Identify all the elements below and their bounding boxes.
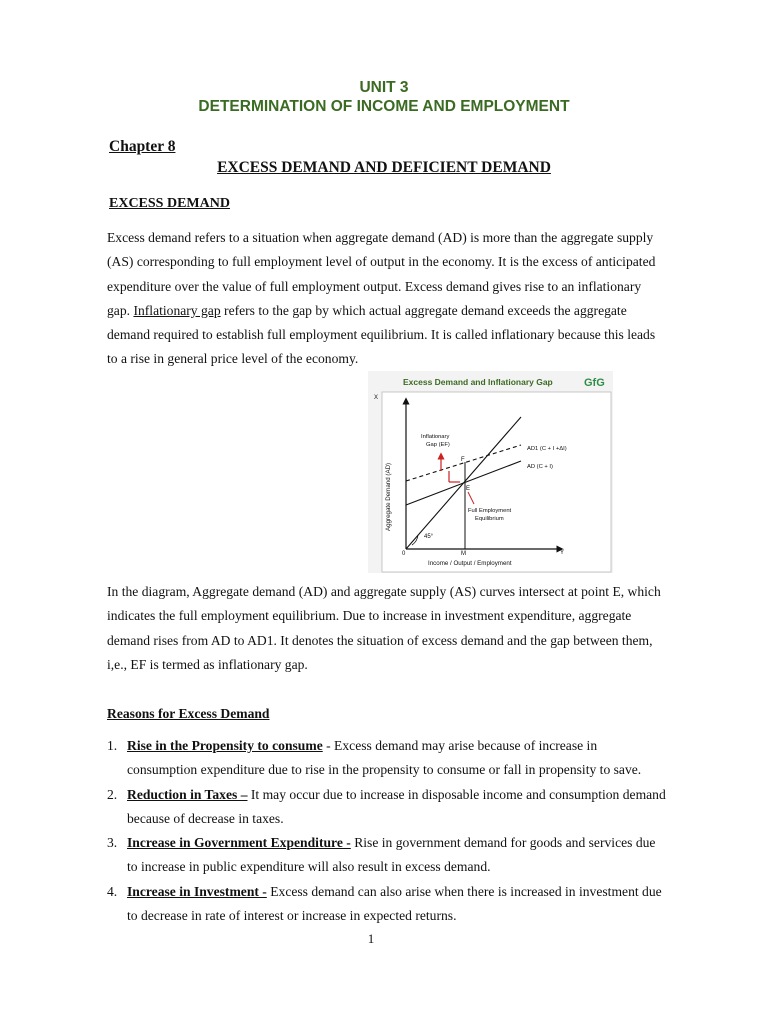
point-f-label: F — [461, 457, 465, 463]
gap-label-line1: Inflationary — [421, 434, 450, 440]
list-item — [107, 831, 667, 880]
x-axis-label: Income / Output / Employment — [428, 560, 512, 567]
chapter-label: Chapter 8 — [109, 138, 176, 155]
reason-text: Excess demand can also arise when there is increased in investment due to decrease in rate of interest or increase in expected returns. — [127, 883, 662, 924]
unit-title: DETERMINATION OF INCOME AND EMPLOYMENT — [198, 98, 570, 115]
paragraph-text: refers to the gap by which actual aggregate demand exceeds the aggregate demand required to establish full employment equilibrium. It is called inflationary because this leads to a rise in general price level of the economy. — [107, 302, 656, 367]
figure-title: Excess Demand and Inflationary Gap — [403, 377, 553, 387]
list-number: 4. — [107, 883, 118, 899]
reasons-title: Reasons for Excess Demand — [107, 706, 270, 721]
list-number: 2. — [107, 786, 118, 802]
reasons-list — [107, 734, 667, 928]
page-number: 1 — [367, 931, 375, 946]
paragraph-excess-demand — [107, 226, 667, 372]
unit-header — [0, 78, 768, 116]
plot-frame — [382, 392, 611, 572]
paragraph-text: Excess demand refers to a situation when aggregate demand (AD) is more than the aggregate supply (AS) corresponding to full employment level of output in the economy. It is the excess of anticipated expenditure over the value of full employment output. Excess demand gives rise to an inflationary gap. — [107, 230, 656, 318]
ad-curve-label: AD (C + I) — [527, 464, 553, 470]
ad1-curve-label: AD1 (C + I +ΔI) — [527, 446, 567, 452]
list-item — [107, 734, 667, 783]
unit-label: UNIT 3 — [359, 79, 409, 96]
origin-label: 0 — [402, 551, 406, 557]
reason-text: It may occur due to increase in disposable income and consumption demand because of decrease in taxes. — [127, 786, 666, 826]
gap-label-line2: Gap (EF) — [426, 442, 450, 448]
point-m-label: M — [461, 551, 466, 557]
reason-title: Increase in Investment - — [127, 883, 267, 899]
y-axis-label: Aggregate Demand (AD) — [385, 462, 392, 531]
equilibrium-label-line1: Full Employment — [468, 508, 512, 514]
list-item — [107, 880, 667, 929]
equilibrium-label-line2: Equilibrium — [475, 516, 504, 522]
reason-title: Reduction in Taxes – — [127, 786, 248, 802]
section-title: EXCESS DEMAND AND DEFICIENT DEMAND — [217, 159, 551, 176]
list-number: 3. — [107, 835, 118, 851]
gfg-logo: GfG — [584, 377, 605, 389]
angle-label: 45° — [424, 534, 434, 540]
inflationary-gap-link[interactable]: Inflationary gap — [133, 302, 221, 318]
list-number: 1. — [107, 738, 118, 753]
diagram-svg — [368, 371, 613, 573]
x-axis-letter: Y — [560, 550, 565, 556]
subsection-title: EXCESS DEMAND — [109, 196, 230, 211]
paragraph-diagram-explanation: In the diagram, Aggregate demand (AD) and aggregate supply (AS) curves intersect at point E, which indicates the full employment equilibrium. Due to increase in investment expenditure, aggregate demand rises from AD to AD1. It denotes the situation of excess demand and the gap between them, i,e., EF is termed as inflationary gap. — [107, 584, 661, 672]
reason-title: Increase in Government Expenditure - — [127, 835, 351, 851]
point-e-label: E — [466, 486, 471, 492]
y-axis-letter: X — [374, 395, 379, 401]
reason-title: Rise in the Propensity to consume — [127, 738, 323, 753]
reason-text: - Excess demand may arise because of increase in consumption expenditure due to rise in the propensity to consume or fall in propensity to save. — [127, 738, 642, 778]
list-item — [107, 783, 667, 832]
excess-demand-diagram — [368, 371, 613, 573]
reason-text: Rise in government demand for goods and services due to increase in public expenditure will also result in excess demand. — [127, 835, 656, 875]
